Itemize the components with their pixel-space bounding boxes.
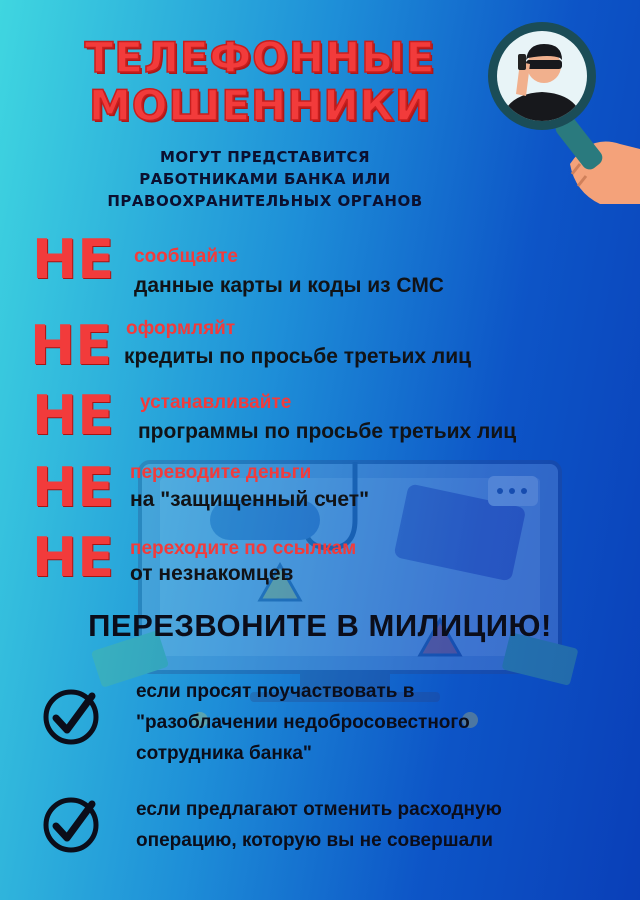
warning-object-3: программы по просьбе третьих лиц	[138, 420, 517, 443]
condition-2-line-2: операцию, которую вы не совершали	[136, 830, 493, 851]
condition-2-line-1: если предлагают отменить расходную	[136, 799, 502, 820]
warning-verb-2: оформляйт	[126, 318, 236, 339]
warning-object-2: кредиты по просьбе третьих лиц	[124, 345, 472, 368]
warning-verb-3: устанавливайте	[140, 392, 292, 413]
warning-ne-1: НЕ	[32, 228, 115, 291]
condition-1-line-3: сотрудника банка"	[136, 743, 312, 764]
checkmark-circle-icon	[42, 796, 100, 854]
page-title-line-1: ТЕЛЕФОННЫЕ	[84, 33, 436, 82]
condition-2	[136, 794, 626, 856]
subtitle-line-1: МОГУТ ПРЕДСТАВИТСЯ	[159, 148, 371, 166]
condition-1	[136, 676, 626, 769]
subtitle-line-2: РАБОТНИКАМИ БАНКА ИЛИ	[139, 170, 391, 188]
condition-1-line-1: если просят поучаствовать в	[136, 681, 415, 702]
warning-object-1: данные карты и коды из СМС	[134, 274, 444, 297]
call-police-callout: ПЕРЕЗВОНИТЕ В МИЛИЦИЮ!	[88, 608, 552, 643]
checkmark-circle-icon	[42, 688, 100, 746]
warning-ne-4: НЕ	[32, 456, 115, 519]
condition-1-line-2: "разоблачении недобросовестного	[136, 712, 470, 733]
warning-verb-1: сообщайте	[134, 246, 238, 267]
warning-ne-3: НЕ	[32, 384, 115, 447]
warning-verb-4: переводите деньги	[130, 462, 312, 483]
warning-ne-2: НЕ	[30, 314, 113, 377]
warning-verb-5: переходите по ссылкам	[130, 538, 357, 559]
warning-ne-5: НЕ	[32, 526, 115, 589]
warning-object-4: на "защищенный счет"	[130, 488, 370, 511]
warning-object-5: от незнакомцев	[130, 562, 294, 585]
page-title-line-2: МОШЕННИКИ	[88, 81, 431, 130]
subtitle-line-3: ПРАВООХРАНИТЕЛЬНЫХ ОРГАНОВ	[107, 192, 423, 210]
